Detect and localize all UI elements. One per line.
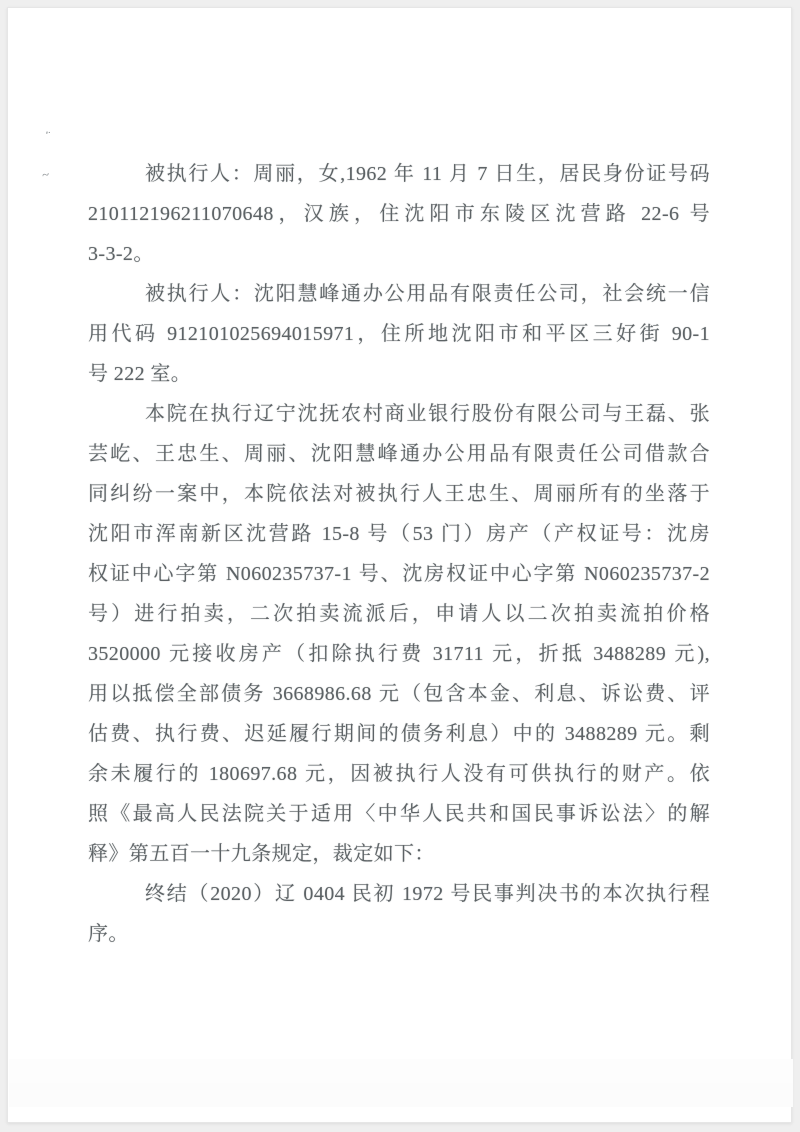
text-line-p3-l3: 同纠纷一案中，本院依法对被执行人王忠生、周丽所有的坐落于 <box>88 483 710 505</box>
scan-speck-1: ₑ. <box>46 125 51 135</box>
scan-speck-2: ~ <box>40 166 51 183</box>
text-line-p2-l2: 用代码 912101025694015971，住所地沈阳市和平区三好街 90-1 <box>88 323 710 345</box>
scan-noise-band <box>9 1083 793 1107</box>
text-line-p3-l11: 照《最高人民法院关于适用〈中华人民共和国民事诉讼法〉的解 <box>88 803 710 825</box>
text-line-p3-l9: 估费、执行费、迟延履行期间的债务利息）中的 3488289 元。剩 <box>88 723 710 745</box>
document-body <box>88 154 710 954</box>
text-line-p3-l5: 权证中心字第 N060235737-1 号、沈房权证中心字第 N060235737-2 <box>88 563 710 585</box>
text-line-p3-l10: 余未履行的 180697.68 元，因被执行人没有可供执行的财产。依 <box>88 763 710 785</box>
text-line-p4-l1: 终结（2020）辽 0404 民初 1972 号民事判决书的本次执行程 <box>145 883 710 905</box>
text-line-p2-l1: 被执行人：沈阳慧峰通办公用品有限责任公司，社会统一信 <box>145 283 710 305</box>
text-line-p2-l3: 号 222 室。 <box>88 363 192 385</box>
text-line-p3-l12: 释》第五百一十九条规定，裁定如下： <box>88 843 435 865</box>
text-line-p3-l4: 沈阳市浑南新区沈营路 15-8 号（53 门）房产（产权证号：沈房 <box>88 523 710 545</box>
text-line-p3-l7: 3520000 元接收房产（扣除执行费 31711 元，折抵 3488289 元), <box>88 643 710 665</box>
text-line-p3-l6: 号）进行拍卖，二次拍卖流派后，申请人以二次拍卖流拍价格 <box>88 603 710 625</box>
text-line-p1-l3: 3-3-2。 <box>88 243 154 265</box>
text-line-p1-l1: 被执行人：周丽，女,1962 年 11 月 7 日生，居民身份证号码 <box>145 163 710 185</box>
text-line-p3-l8: 用以抵偿全部债务 3668986.68 元（包含本金、利息、诉讼费、评 <box>88 683 710 705</box>
text-line-p1-l2: 210112196211070648，汉族，住沈阳市东陵区沈营路 22-6 号 <box>88 203 710 225</box>
text-line-p4-l2: 序。 <box>88 923 129 945</box>
text-line-p3-l2: 芸屹、王忠生、周丽、沈阳慧峰通办公用品有限责任公司借款合 <box>88 443 710 465</box>
text-line-p3-l1: 本院在执行辽宁沈抚农村商业银行股份有限公司与王磊、张 <box>145 403 710 425</box>
scan-noise-band <box>9 1059 793 1083</box>
